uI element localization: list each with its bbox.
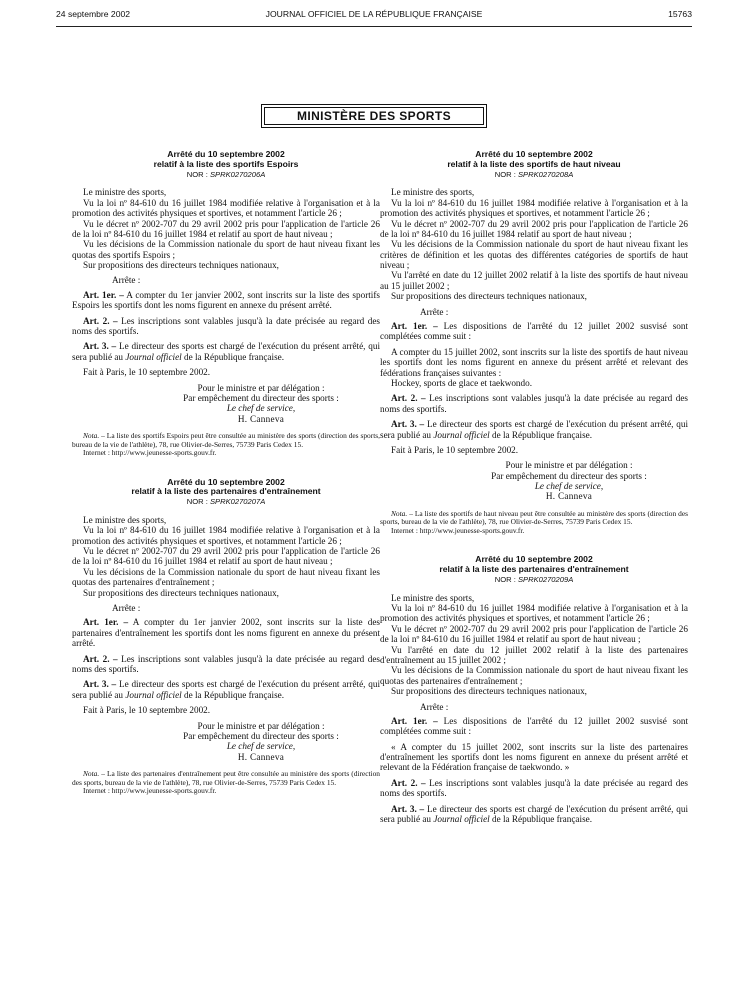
- paragraph: Vu les décisions de la Commission nationale du sport de haut niveau fixant les quotas des partenaires d'entraînement ;: [380, 665, 688, 686]
- fait-a-paris: Fait à Paris, le 10 septembre 2002.: [83, 705, 211, 716]
- arrete-subtitle: relatif à la liste des partenaires d'entraînement: [131, 486, 321, 497]
- paragraph: Vu la loi nº 84-610 du 16 juillet 1984 modifiée relative à l'organisation et à la promotion des activités physiques et sportives, et notamment l'article 26 ;: [72, 197, 380, 219]
- paragraph: Vu le décret nº 2002-707 du 29 avril 2002 pris pour l'application de l'article 26 de la loi nº 84-610 du 16 juillet 1984 et relatif au sport de haut niveau ;: [72, 546, 380, 567]
- paragraph: Sur propositions des directeurs techniques nationaux,: [391, 686, 587, 697]
- article-label: Art. 3. –: [391, 803, 425, 814]
- header-date: 24 septembre 2002: [56, 9, 131, 19]
- article-2: [72, 316, 380, 337]
- nor-label: NOR :: [186, 169, 208, 179]
- article-label: Art. 3. –: [391, 419, 425, 430]
- article-label: Art. 3. –: [83, 679, 117, 690]
- article-text-end: de la République française.: [184, 351, 285, 362]
- arrete-title: Arrêté du 10 septembre 2002: [475, 554, 593, 565]
- paragraph: Vu le décret nº 2002-707 du 29 avril 2002 pris pour l'application de l'article 26 de la loi nº 84-610 du 16 juillet 1984 et relatif au sport de haut niveau ;: [380, 623, 688, 645]
- article-text: Le directeur des sports est chargé de l'exécution du présent arrêté, qui sera publié au: [380, 419, 689, 440]
- arrete-label: Arrête :: [112, 275, 141, 286]
- article-1-paragraph: « A compter du 15 juillet 2002, sont inscrits sur la liste des partenaires d'entraînement les sportifs dont les noms figurent en annexe du présent arrêté et relevant de la Fédération française de taekwondo. »: [380, 741, 688, 773]
- paragraph: Sur propositions des directeurs techniques nationaux,: [83, 587, 279, 598]
- paragraph: Vu la loi nº 84-610 du 16 juillet 1984 modifiée relative à l'organisation et à la promotion des activités physiques et sportives, et notamment l'article 26 ;: [380, 602, 688, 624]
- nota-label: Nota.: [83, 769, 100, 779]
- signature-role: Le chef de service,: [226, 741, 296, 752]
- nota-label: Nota.: [83, 431, 100, 441]
- arrete-subtitle: relatif à la liste des sportifs de haut niveau: [447, 158, 621, 169]
- nota-text: – La liste des sportifs Espoirs peut être consultée au ministère des sports (direction des sports, bureau de la vie de l'athlète), 78, rue Olivier-de-Serres, 75739 Paris Cedex 15.: [72, 431, 380, 449]
- article-label: Art. 2. –: [83, 653, 118, 664]
- article-text: Les inscriptions sont valables jusqu'à la date précisée au regard des noms des sportifs.: [380, 393, 688, 414]
- internet-link: Internet : http://www.jeunesse-sports.gouv.fr.: [391, 525, 525, 535]
- article-label: Art. 2. –: [83, 315, 118, 326]
- arrete-label: Arrête :: [420, 701, 449, 712]
- signature-line: Pour le ministre et par délégation :: [197, 720, 325, 731]
- arrete-title: Arrêté du 10 septembre 2002: [167, 149, 285, 159]
- header-journal-title: JOURNAL OFFICIEL DE LA RÉPUBLIQUE FRANÇAISE: [265, 9, 483, 19]
- article-3: [380, 419, 688, 440]
- journal-officiel: Journal officiel: [125, 689, 182, 700]
- paragraph: Vu la loi nº 84-610 du 16 juillet 1984 modifiée relative à l'organisation et à la promotion des activités physiques et sportives, et notamment l'article 26 ;: [380, 197, 688, 219]
- article-label: Art. 2. –: [391, 393, 426, 404]
- article-text-end: de la République française.: [492, 429, 593, 440]
- paragraph: Vu les décisions de la Commission nationale du sport de haut niveau fixant les critères de définition et les quotas des différentes catégories de sportifs de haut niveau ;: [380, 239, 688, 271]
- article-2: [380, 778, 688, 799]
- article-1-paragraph: Hockey, sports de glace et taekwondo.: [391, 377, 532, 388]
- article-text: Les dispositions de l'arrêté du 12 juillet 2002 susvisé sont complétées comme suit :: [380, 321, 689, 342]
- page-header: [0, 10, 748, 24]
- fait-a-paris: Fait à Paris, le 10 septembre 2002.: [391, 444, 519, 455]
- article-1-paragraph: A compter du 15 juillet 2002, sont inscrits sur la liste des sportifs de haut niveau les sportifs dont les noms figurent en annexe du présent arrêté et relevant des fédérations françaises suivantes :: [380, 346, 688, 378]
- signatory-name: H. Canneva: [237, 413, 285, 424]
- nor-reference: [380, 171, 688, 180]
- paragraph: Vu le décret nº 2002-707 du 29 avril 2002 pris pour l'application de l'article 26 de la loi nº 84-610 du 16 juillet 1984 relatif au sport de haut niveau ;: [380, 218, 688, 239]
- nota: [72, 770, 380, 787]
- article-label: Art. 1er. –: [391, 321, 438, 332]
- article-text: A compter du 1er janvier 2002, sont inscrits sur la liste des sportifs Espoirs les sportifs dont les noms figurent en annexe du présent arrêté.: [72, 289, 380, 311]
- article-label: Art. 1er. –: [83, 289, 124, 300]
- article-2: [72, 654, 380, 675]
- paragraph: Vu l'arrêté en date du 12 juillet 2002 relatif à la liste des partenaires d'entraînement au 15 juillet 2002 ;: [380, 644, 688, 665]
- paragraph: Vu les décisions de la Commission nationale du sport de haut niveau fixant les quotas des sportifs Espoirs ;: [72, 239, 380, 260]
- signature-title: [450, 481, 688, 491]
- arrete-label: Arrête :: [420, 306, 449, 317]
- right-column: [380, 150, 688, 832]
- article-text: Les inscriptions sont valables jusqu'à la date précisée au regard des noms des sportifs.: [72, 315, 380, 337]
- internet-link: Internet : http://www.jeunesse-sports.gouv.fr.: [83, 448, 217, 458]
- paragraph: Sur propositions des directeurs techniques nationaux,: [391, 291, 587, 302]
- arrete-sportifs-haut-niveau: [380, 150, 688, 535]
- article-text: Le directeur des sports est chargé de l'exécution du présent arrêté, qui sera publié au: [72, 679, 381, 700]
- article-text: Les inscriptions sont valables jusqu'à la date précisée au regard des noms des sportifs.: [380, 777, 688, 799]
- nor-code: SPRK0270208A: [517, 169, 574, 179]
- article-text: Le directeur des sports est chargé de l'exécution du présent arrêté, qui sera publié au: [72, 341, 381, 362]
- signature-line: Par empêchement du directeur des sports :: [183, 392, 339, 403]
- paragraph: Sur propositions des directeurs techniques nationaux,: [83, 260, 279, 271]
- signature-line: Pour le ministre et par délégation :: [197, 382, 325, 393]
- article-1: [72, 617, 380, 648]
- nor-reference: [72, 498, 380, 507]
- ministry-title: MINISTÈRE DES SPORTS: [264, 107, 484, 125]
- article-3: [72, 341, 380, 362]
- nor-code: SPRK0270209A: [517, 575, 574, 585]
- article-text: Les dispositions de l'arrêté du 12 juillet 2002 susvisé sont complétées comme suit :: [380, 715, 689, 737]
- arrete-partenaires-entrainement-taekwondo: [380, 555, 688, 824]
- signature-title: [142, 403, 380, 413]
- signature-role: Le chef de service,: [226, 403, 296, 414]
- nor-label: NOR :: [494, 575, 516, 585]
- header-page-number: 15763: [668, 9, 692, 19]
- article-label: Art. 2. –: [391, 777, 426, 788]
- ministry-box: [261, 104, 487, 128]
- arrete-subtitle: relatif à la liste des sportifs Espoirs: [153, 158, 299, 169]
- header-rule: [56, 26, 692, 27]
- arrete-title: Arrêté du 10 septembre 2002: [167, 476, 285, 487]
- article-3: [380, 804, 688, 825]
- journal-officiel: Journal officiel: [433, 814, 490, 825]
- signature-line: Par empêchement du directeur des sports :: [491, 470, 647, 481]
- fait-a-paris: Fait à Paris, le 10 septembre 2002.: [83, 367, 211, 378]
- article-label: Art. 1er. –: [83, 617, 129, 628]
- arrete-sportifs-espoirs: [72, 150, 380, 458]
- nota-label: Nota.: [391, 508, 408, 518]
- paragraph: Vu les décisions de la Commission nationale du sport de haut niveau fixant les quotas des partenaires d'entraînement ;: [72, 566, 380, 588]
- paragraph: Vu l'arrêté en date du 12 juillet 2002 relatif à la liste des sportifs de haut niveau au 15 juillet 2002 ;: [380, 270, 688, 291]
- signature-line: Par empêchement du directeur des sports :: [183, 730, 339, 741]
- paragraph: Vu le décret nº 2002-707 du 29 avril 2002 pris pour l'application de l'article 26 de la loi nº 84-610 du 16 juillet 1984 et relatif au sport de haut niveau ;: [72, 218, 380, 239]
- arrete-label: Arrête :: [112, 602, 141, 613]
- article-3: [72, 679, 380, 700]
- nor-code: SPRK0270207A: [209, 497, 266, 507]
- paragraph: Le ministre des sports,: [391, 592, 475, 603]
- article-1: [72, 290, 380, 311]
- article-text-end: de la République française.: [492, 814, 593, 825]
- nota: [72, 432, 380, 449]
- signature-block: [72, 383, 380, 425]
- article-text: A compter du 1er janvier 2002, sont inscrits sur la liste des partenaires d'entraînement les sportifs dont les noms figurent en annexe du présent arrêté.: [72, 617, 380, 649]
- paragraph: Le ministre des sports,: [83, 187, 167, 198]
- signature-role: Le chef de service,: [534, 481, 604, 492]
- signature-title: [142, 741, 380, 751]
- article-1: [380, 716, 688, 737]
- signature-line: Pour le ministre et par délégation :: [505, 460, 633, 471]
- paragraph: Le ministre des sports,: [83, 514, 167, 525]
- signatory-name: H. Canneva: [545, 491, 593, 502]
- article-text-end: de la République française.: [184, 689, 285, 700]
- nor-label: NOR :: [186, 497, 208, 507]
- nota: [380, 510, 688, 527]
- nor-code: SPRK0270206A: [209, 169, 266, 179]
- article-label: Art. 3. –: [83, 341, 117, 352]
- article-text: Les inscriptions sont valables jusqu'à la date précisée au regard des noms des sportifs.: [72, 653, 380, 674]
- arrete-subtitle: relatif à la liste des partenaires d'entraînement: [439, 564, 629, 575]
- article-1: [380, 321, 688, 342]
- left-column: [72, 150, 380, 803]
- nor-reference: [72, 171, 380, 180]
- nor-label: NOR :: [494, 169, 516, 179]
- article-text: Le directeur des sports est chargé de l'exécution du présent arrêté, qui sera publié au: [380, 803, 689, 825]
- signature-block: [72, 721, 380, 763]
- signature-block: [380, 460, 688, 502]
- nor-reference: [380, 576, 688, 585]
- paragraph: Le ministre des sports,: [391, 187, 475, 198]
- paragraph: Vu la loi nº 84-610 du 16 juillet 1984 modifiée relative à l'organisation et à la promotion des activités physiques et sportives, et notamment l'article 26 ;: [72, 525, 380, 546]
- journal-officiel: Journal officiel: [125, 351, 182, 362]
- nota-text: – La liste des partenaires d'entraînement peut être consultée au ministère des sports (direction des sports, bureau de la vie de l'athlète), 78, rue Olivier-de-Serres, 75739 Paris Cedex 15.: [72, 769, 380, 787]
- journal-officiel: Journal officiel: [433, 429, 490, 440]
- internet-link: Internet : http://www.jeunesse-sports.gouv.fr.: [83, 786, 217, 796]
- signatory-name: H. Canneva: [237, 751, 285, 762]
- arrete-partenaires-entrainement: [72, 478, 380, 796]
- arrete-title: Arrêté du 10 septembre 2002: [475, 149, 593, 159]
- article-2: [380, 393, 688, 414]
- nota-text: – La liste des sportifs de haut niveau peut être consultée au ministère des sports (direction des sports, bureau de la vie de l'athlète), 78, rue Olivier-de-Serres, 75739 Paris Cedex 15.: [380, 508, 688, 527]
- article-label: Art. 1er. –: [391, 715, 438, 726]
